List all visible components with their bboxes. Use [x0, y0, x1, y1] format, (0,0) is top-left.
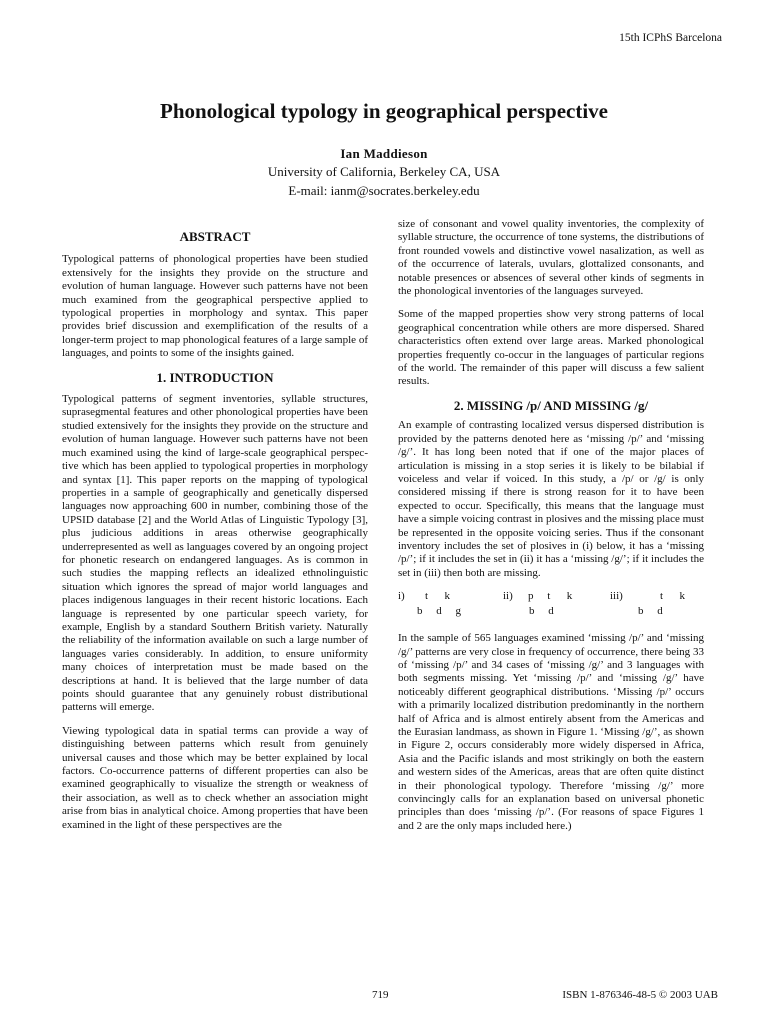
example-i-bottom: b d g: [417, 605, 461, 618]
conference-header: 15th ICPhS Barcelona: [619, 32, 722, 44]
introduction-paragraph-1: Typological patterns of segment inventories, syllable structures, suprasegmental features and other phonological properties have been studied extensively for the insights they provide on the structure and evolution of human language. However such patterns have not been much examined using the kind of large-scale geographical perspective which has been applied to typological properties in morphology and syntax [1]. This paper reports on the mapping of typological properties in a sample of geographically and genetically dispersed languages now approaching 600 in number, combining those of the UPSID database [2] and the World Atlas of Linguistic Typology [3], plus judicious additions in areas otherwise geographically underrepresented as well as languages covered by an ongoing project for phonetic research on endangered languages. As is common in such studies the mapping reflects an idealized ethnolinguistic situation which ignores the spread of major world languages and places indigenous languages in their recent historic locations. Each language is represented by one particular speech variety, for example, English by a standard Southern British variety. Naturally the reliability of the information available on such a large number of languages varies considerably. In addition, to ensure uniformity many choices of interpretation must be made based on the descriptions at hand. It is believed that the large number of data points should guarantee that any genuinely robust distributional patterns will emerge.: [62, 393, 368, 714]
author-affiliation: University of California, Berkeley CA, USA: [267, 164, 501, 179]
example-ii-top: p t k: [528, 590, 573, 603]
introduction-heading: 1. INTRODUCTION: [156, 369, 274, 385]
right-column: [398, 218, 704, 843]
example-iii-bottom: b d: [638, 605, 663, 618]
example-i-top: t k: [425, 590, 451, 603]
paper-title: Phonological typology in geographical perspective: [160, 99, 608, 123]
example-i-label: i): [398, 590, 405, 603]
page-number: 719: [372, 989, 389, 1001]
plosive-examples: [398, 590, 704, 620]
abstract-heading: ABSTRACT: [179, 229, 251, 244]
left-column: [62, 230, 368, 842]
author-name: Ian Maddieson: [340, 146, 428, 161]
introduction-paragraph-2: Viewing typological data in spatial terms can provide a way of distinguishing between patterns which result from genuinely universal causes and those which may be better explained by local factors. Co-occurrence patterns of different properties can also be examined geographically to visualize the strength or weakness of their association, as well as to check whether an association might arise from bias in analytical choice. Among properties that have been examined in the light of these perspectives are the: [62, 724, 368, 831]
introduction-paragraph-4: Some of the mapped properties show very strong patterns of local geographical concentration while others are more dispersed. Shared characteristics often extend over large areas. Marked phonological properties frequently co-occur in the languages of particular regions of the world. The remainder of this paper will discuss a few salient results.: [398, 308, 704, 388]
example-iii-top: t k: [660, 590, 686, 603]
example-ii-bottom: b d: [529, 605, 554, 618]
missing-paragraph-1: An example of contrasting localized versus dispersed distribution is provided by the patterns denoted here as ‘missing /p/’ and ‘missing /g/’. It has long been noted that if one of the major places of articulation is missing in a stop series it is likely to be bilabial if voiceless and velar if voiced. In this study, a /p/ or /g/ is only considered missing if there is strong reason for it to have been expected to occur. Specifically, this means that the language must have a simple voicing contrast in plosives and the missing place must be represented in the opposite voicing series. Thus if the consonant inventory includes the set of plosives in (i) below, it has a ‘missing /p/’; if it includes the set in (ii) it has a ‘missing /g/’; if it includes the set in (iii) then both are missing.: [398, 419, 704, 579]
missing-paragraph-2: In the sample of 565 languages examined ‘missing /p/’ and ‘missing /g/’ patterns are very close in frequency of occurrence, there being 33 of ‘missing /p/’ and 34 cases of ‘missing /g/’ and 3 languages with both segments missing. Yet ‘missing /p/’ and ‘missing /g/’ have noticeably different geographical distributions. ‘Missing /p/’ occurs with a primarily localized distribution predominantly in the northern half of Africa and is almost entirely absent from the Americas and the Eurasian landmass, as shown in Figure 1. ‘Missing /g/’, as shown in Figure 2, occurs considerably more widely dispersed in Africa, Asia and the Pacific islands and most strikingly on both the eastern and western sides of the Americas, areas that are often quite distinct in their phonological typology. Therefore ‘missing /g/’ more convincingly calls for an explanation based on universal phonetic principles than does ‘missing /p/’. (For reasons of space Figures 1 and 2 are the only maps included here.): [398, 632, 704, 832]
introduction-paragraph-3: size of consonant and vowel quality inventories, the complexity of syllable structure, the occurrence of tone systems, the distributions of front rounded vowels and distinctive vowel nasalization, as well as of the occurrence of laterals, uvulars, glottalized consonants, and notable presences or absences of several other kinds of segments in the phonological inventories of the languages surveyed.: [398, 218, 704, 298]
isbn-footer: ISBN 1-876346-48-5 © 2003 UAB: [562, 989, 718, 1001]
missing-section-heading: 2. MISSING /p/ AND MISSING /g/: [453, 397, 649, 413]
abstract-text: Typological patterns of phonological properties have been studied extensively for the insights they provide on the structure and evolution of human language. However such patterns have not been much examined from the geographical perspective applied to typological properties in morphology and syntax. This paper provides brief discussion and exemplification of the results of a longer-term project to map phonological features of a large sample of languages, and points to some of the insights gained.: [62, 253, 368, 360]
example-ii-label: ii): [503, 590, 513, 603]
author-email: E-mail: ianm@socrates.berkeley.edu: [288, 183, 480, 198]
example-iii-label: iii): [610, 590, 623, 603]
